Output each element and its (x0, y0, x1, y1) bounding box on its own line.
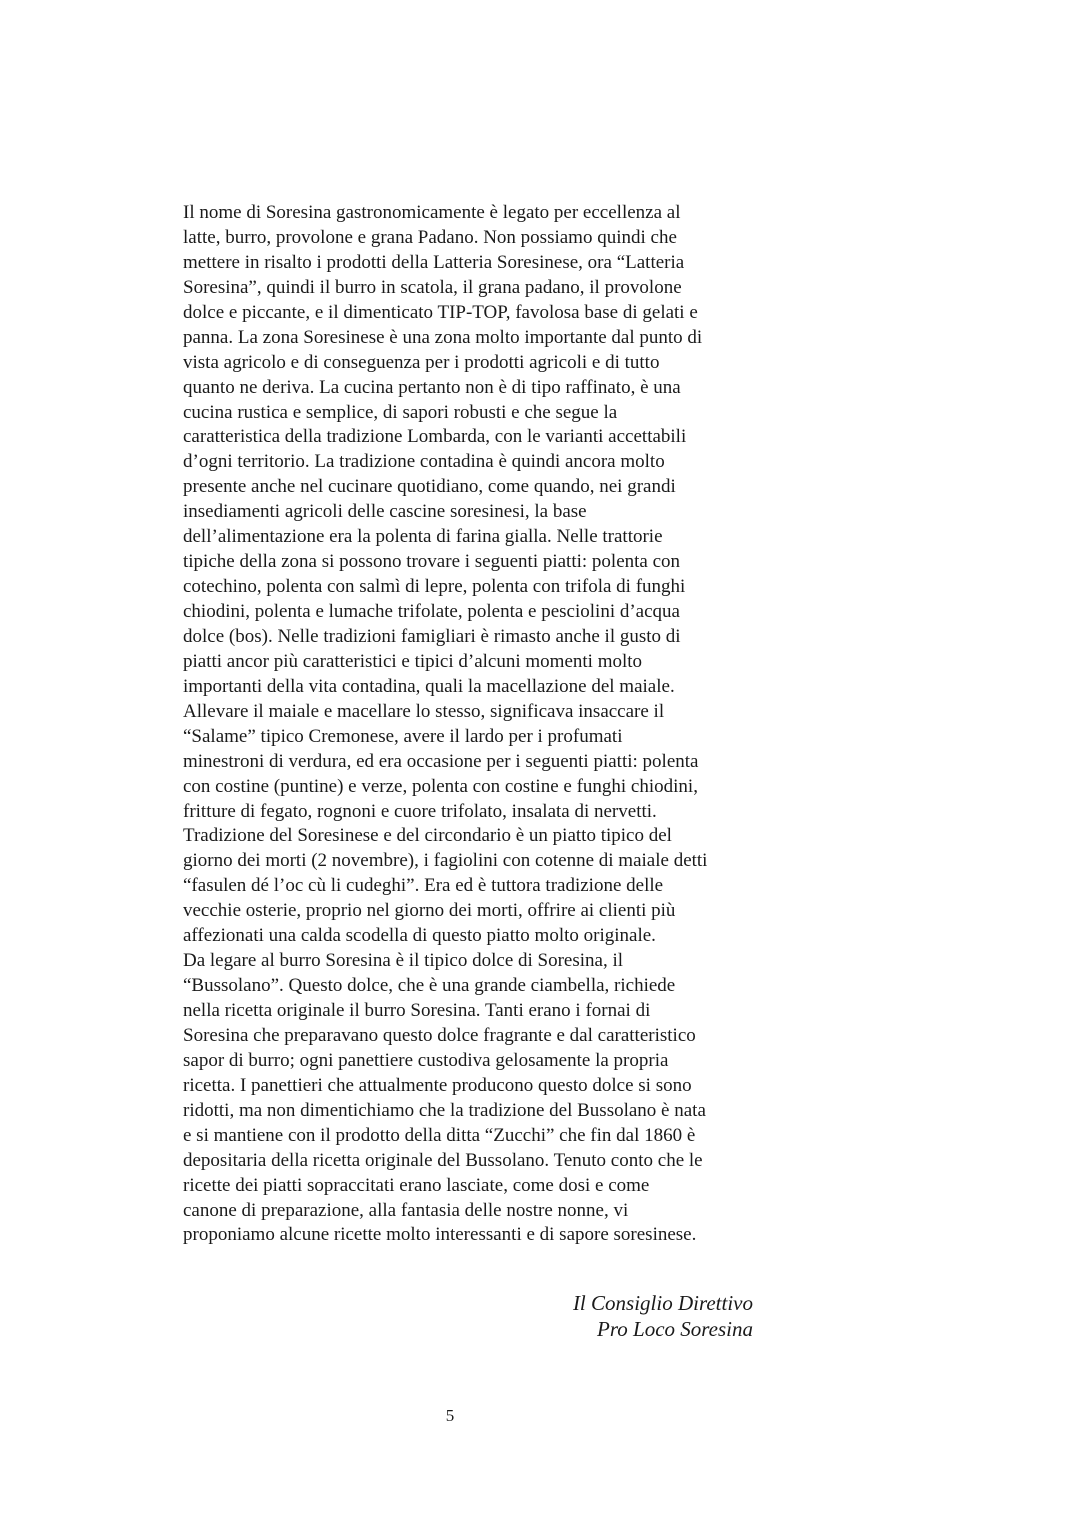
page-number: 5 (445, 1406, 455, 1425)
text-line: “Salame” tipico Cremonese, avere il lardo per i profumati (183, 725, 623, 747)
text-line: Allevare il maiale e macellare lo stesso, significava insaccare il (183, 700, 665, 722)
text-line: Tradizione del Soresinese e del circondario è un piatto tipico del (183, 825, 672, 847)
text-line: d’ogni territorio. La tradizione contadina è quindi ancora molto (183, 451, 665, 473)
text-line: vista agricolo e di conseguenza per i prodotti agricoli e di tutto (183, 351, 660, 373)
text-line: importanti della vita contadina, quali la macellazione del maiale. (183, 675, 675, 697)
text-line: Soresina”, quindi il burro in scatola, il grana padano, il provolone (183, 276, 682, 298)
signature-line-proloco: Pro Loco Soresina (597, 1317, 753, 1341)
text-line: Il nome di Soresina gastronomicamente è legato per eccellenza al (183, 202, 681, 223)
text-line: panna. La zona Soresinese è una zona molto importante dal punto di (183, 326, 703, 348)
text-line: e si mantiene con il prodotto della ditta “Zucchi” che fin dal 1860 è (183, 1124, 696, 1146)
text-line: dell’alimentazione era la polenta di farina gialla. Nelle trattorie (183, 526, 663, 548)
text-line: depositaria della ricetta originale del Bussolano. Tenuto conto che le (183, 1149, 703, 1171)
text-line: proponiamo alcune ricette molto interessanti e di sapore soresinese. (183, 1224, 697, 1246)
text-line: presente anche nel cucinare quotidiano, come quando, nei grandi (183, 476, 676, 498)
text-line: ricette dei piatti sopraccitati erano lasciate, come dosi e come (183, 1174, 650, 1196)
text-line: caratteristica della tradizione Lombarda, con le varianti accettabili (183, 426, 687, 448)
text-line: con costine (puntine) e verze, polenta con costine e funghi chiodini, (183, 775, 698, 797)
text-line: vecchie osterie, proprio nel giorno dei morti, offrire ai clienti più (183, 900, 676, 922)
text-line: ricetta. I panettieri che attualmente producono questo dolce si sono (183, 1074, 692, 1096)
text-line: sapor di burro; ogni panettiere custodiva gelosamente la propria (183, 1049, 669, 1071)
text-line: canone di preparazione, alla fantasia delle nostre nonne, vi (183, 1199, 629, 1221)
text-line: “Bussolano”. Questo dolce, che è una grande ciambella, richiede (183, 975, 676, 997)
text-line: Da legare al burro Soresina è il tipico dolce di Soresina, il (183, 950, 624, 972)
text-line: Soresina che preparavano questo dolce fragrante e dal caratteristico (183, 1024, 696, 1046)
text-line: affezionati una calda scodella di questo piatto molto originale. (183, 925, 656, 947)
text-line: nella ricetta originale il burro Soresina. Tanti erano i fornai di (183, 1000, 651, 1021)
signature-line-council: Il Consiglio Direttivo (572, 1291, 753, 1315)
text-line: insediamenti agricoli delle cascine soresinesi, la base (183, 501, 587, 523)
text-line: giorno dei morti (2 novembre), i fagiolini con cotenne di maiale detti (183, 850, 708, 872)
text-line: quanto ne deriva. La cucina pertanto non è di tipo raffinato, è una (183, 376, 681, 398)
text-line: cotechino, polenta con salmì di lepre, polenta con trifola di funghi (183, 576, 686, 598)
text-line: cucina rustica e semplice, di sapori robusti e che segue la (183, 401, 618, 423)
text-line: dolce (bos). Nelle tradizioni famigliari è rimasto anche il gusto di (183, 625, 681, 647)
text-line: dolce e piccante, e il dimenticato TIP-TOP, favolosa base di gelati e (183, 301, 698, 323)
text-line: “fasulen dé l’oc cù li cudeghi”. Era ed è tuttora tradizione delle (183, 875, 664, 897)
text-line: piatti ancor più caratteristici e tipici d’alcuni momenti molto (183, 650, 643, 672)
text-line: latte, burro, provolone e grana Padano. Non possiamo quindi che (183, 226, 677, 248)
text-line: fritture di fegato, rognoni e cuore trifolato, insalata di nervetti. (183, 800, 657, 822)
text-line: ridotti, ma non dimentichiamo che la tradizione del Bussolano è nata (183, 1099, 706, 1121)
text-line: mettere in risalto i prodotti della Latteria Soresinese, ora “Latteria (183, 251, 685, 273)
text-line: minestroni di verdura, ed era occasione per i seguenti piatti: polenta (183, 750, 699, 772)
body-paragraph (183, 201, 783, 1248)
signature-block (573, 1290, 753, 1342)
text-line: chiodini, polenta e lumache trifolate, polenta e pesciolini d’acqua (183, 601, 680, 622)
text-line: tipiche della zona si possono trovare i seguenti piatti: polenta con (183, 551, 681, 573)
